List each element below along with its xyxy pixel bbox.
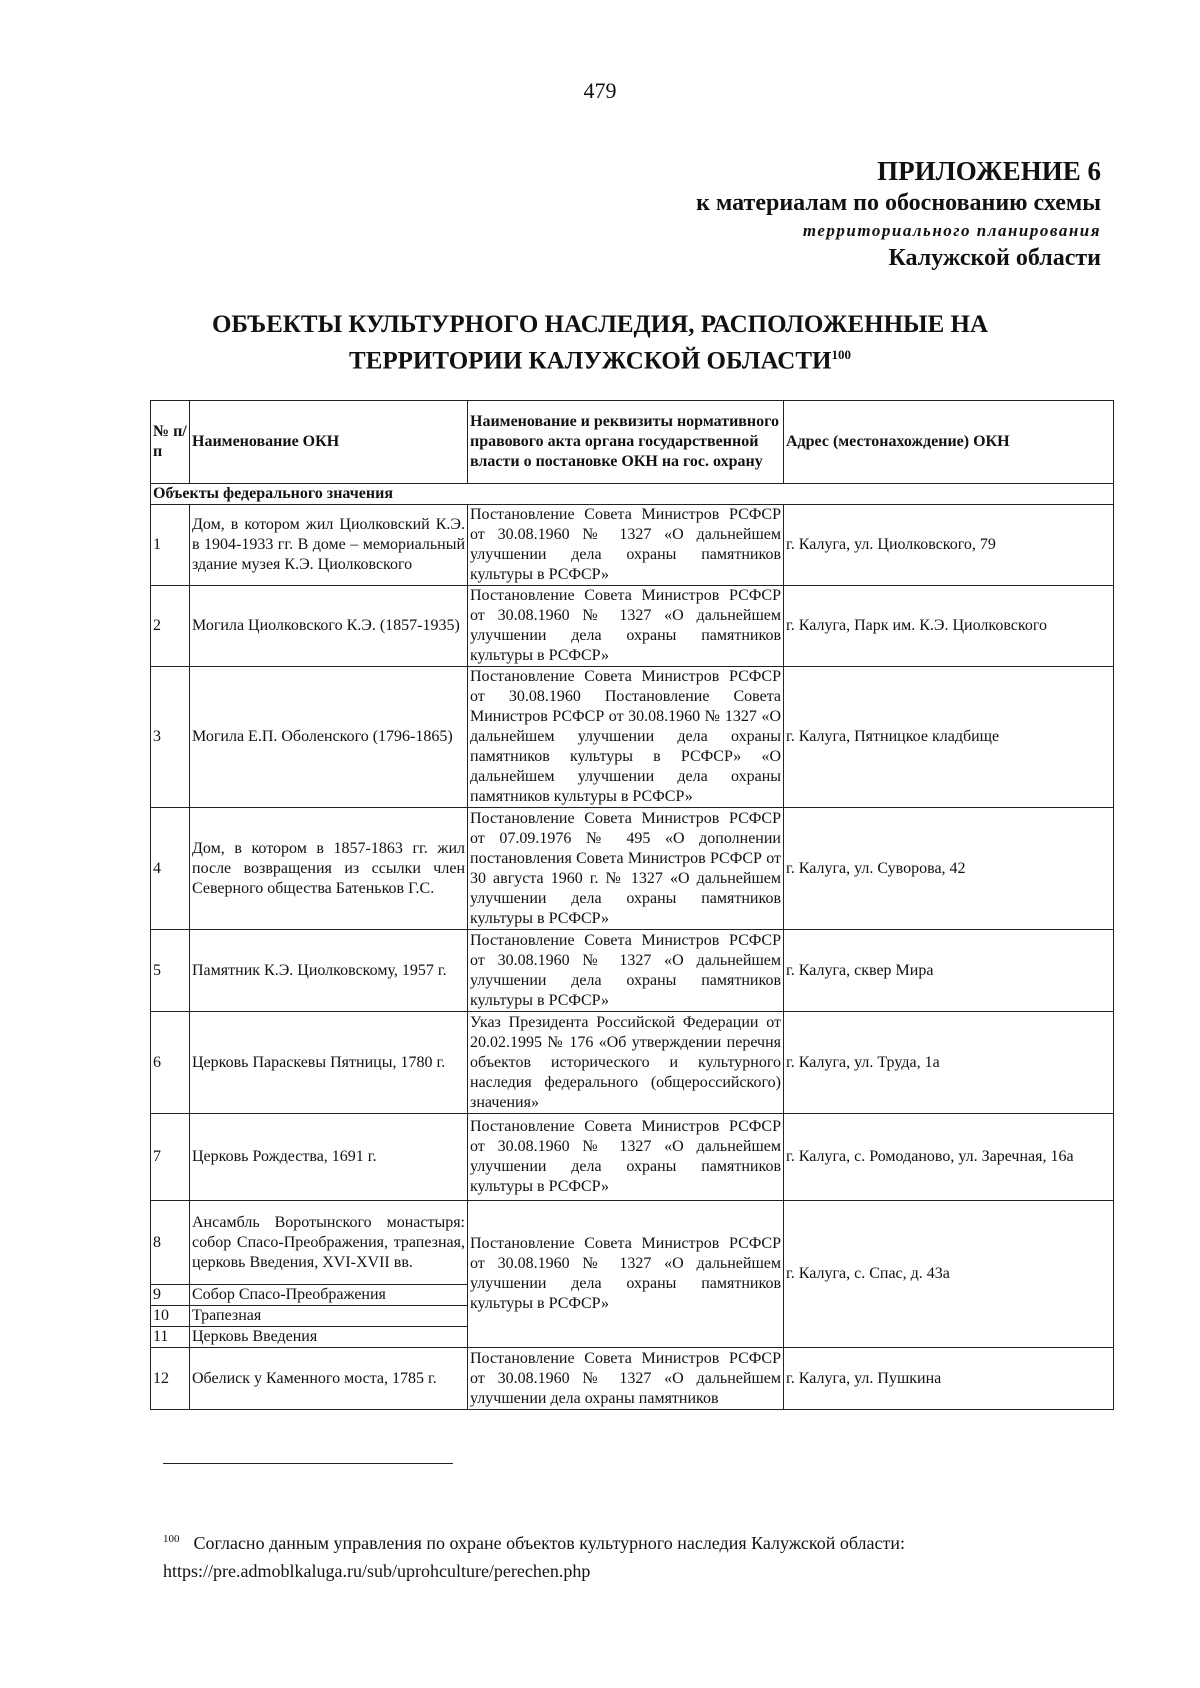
row-address: г. Калуга, ул. Труда, 1а bbox=[784, 1012, 1114, 1114]
row-number: 7 bbox=[151, 1114, 190, 1201]
row-name: Могила Е.П. Оболенского (1796-1865) bbox=[190, 667, 468, 808]
row-act: Постановление Совета Министров РСФСР от 30.08.1960 Постановление Совета Министров РСФСР от 30.08.1960 № 1327 «О дальнейшем улучшении дела охраны памятников культуры в РСФСР» «О дальнейшем улучшении дела охраны памятников культуры в РСФСР» bbox=[468, 667, 784, 808]
table-row bbox=[151, 1348, 1114, 1410]
row-number: 8 bbox=[151, 1201, 190, 1285]
row-address: г. Калуга, Пятницкое кладбище bbox=[784, 667, 1114, 808]
appendix-heading bbox=[696, 154, 1101, 274]
table-header-row bbox=[151, 401, 1114, 484]
appendix-title: ПРИЛОЖЕНИЕ 6 bbox=[877, 156, 1101, 186]
row-name: Дом, в котором жил Циолковский К.Э. в 1904-1933 гг. В доме – мемориальный здание музея К.Э. Циолковского bbox=[190, 505, 468, 586]
footnote-separator bbox=[163, 1463, 453, 1464]
row-address: г. Калуга, ул. Суворова, 42 bbox=[784, 808, 1114, 930]
row-name: Памятник К.Э. Циолковскому, 1957 г. bbox=[190, 930, 468, 1012]
footnote bbox=[163, 1525, 1108, 1585]
row-number: 4 bbox=[151, 808, 190, 930]
row-name: Собор Спасо-Преображения bbox=[190, 1285, 468, 1306]
row-name: Церковь Введения bbox=[190, 1327, 468, 1348]
col-header-name: Наименование ОКН bbox=[190, 401, 468, 484]
title-line-1: ОБЪЕКТЫ КУЛЬТУРНОГО НАСЛЕДИЯ, РАСПОЛОЖЕННЫЕ НА bbox=[211, 311, 989, 338]
col-header-number: № п/п bbox=[151, 401, 190, 484]
row-act: Постановление Совета Министров РСФСР от 30.08.1960 № 1327 «О дальнейшем улучшении дела охраны памятников bbox=[468, 1348, 784, 1410]
row-address: г. Калуга, ул. Циолковского, 79 bbox=[784, 505, 1114, 586]
table-row bbox=[151, 808, 1114, 930]
row-name: Могила Циолковского К.Э. (1857-1935) bbox=[190, 586, 468, 667]
row-number: 1 bbox=[151, 505, 190, 586]
table-row bbox=[151, 1012, 1114, 1114]
row-number: 10 bbox=[151, 1306, 190, 1327]
col-header-address: Адрес (местонахождение) ОКН bbox=[784, 401, 1114, 484]
row-act: Постановление Совета Министров РСФСР от 30.08.1960 № 1327 «О дальнейшем улучшении дела охраны памятников культуры в РСФСР» bbox=[468, 930, 784, 1012]
row-name: Дом, в котором в 1857-1863 гг. жил после возвращения из ссылки член Северного общества Батеньков Г.С. bbox=[190, 808, 468, 930]
table-row bbox=[151, 1114, 1114, 1201]
title-line-2 bbox=[120, 340, 1080, 376]
row-act: Постановление Совета Министров РСФСР от 30.08.1960 № 1327 «О дальнейшем улучшении дела охраны памятников культуры в РСФСР» bbox=[468, 586, 784, 667]
row-name: Церковь Параскевы Пятницы, 1780 г. bbox=[190, 1012, 468, 1114]
heritage-objects-table bbox=[150, 400, 1114, 1410]
row-address: г. Калуга, с. Спас, д. 43а bbox=[784, 1201, 1114, 1348]
row-act: Постановление Совета Министров РСФСР от 30.08.1960 № 1327 «О дальнейшем улучшении дела охраны памятников культуры в РСФСР» bbox=[468, 1201, 784, 1348]
row-number: 9 bbox=[151, 1285, 190, 1306]
table-row bbox=[151, 1201, 1114, 1285]
section-row bbox=[151, 484, 1114, 505]
row-name: Трапезная bbox=[190, 1306, 468, 1327]
row-address: г. Калуга, с. Ромоданово, ул. Заречная, 16а bbox=[784, 1114, 1114, 1201]
table-row bbox=[151, 667, 1114, 808]
row-number: 6 bbox=[151, 1012, 190, 1114]
page-number: 479 bbox=[583, 78, 617, 103]
row-address: г. Калуга, ул. Пушкина bbox=[784, 1348, 1114, 1410]
footnote-marker: 100 bbox=[163, 1533, 180, 1545]
table-row bbox=[151, 586, 1114, 667]
row-number: 2 bbox=[151, 586, 190, 667]
row-address: г. Калуга, сквер Мира bbox=[784, 930, 1114, 1012]
footnote-text: Согласно данным управления по охране объектов культурного наследия Калужской области: https://pre.admoblkaluga.ru/sub/uprohculture/perechen.php bbox=[163, 1533, 906, 1581]
document-title bbox=[120, 310, 1080, 376]
row-number: 12 bbox=[151, 1348, 190, 1410]
row-act: Постановление Совета Министров РСФСР от 30.08.1960 № 1327 «О дальнейшем улучшении дела охраны памятников культуры в РСФСР» bbox=[468, 505, 784, 586]
row-number: 3 bbox=[151, 667, 190, 808]
col-header-act: Наименование и реквизиты нормативного правового акта органа государственной власти о постановке ОКН на гос. охрану bbox=[468, 401, 784, 484]
row-name: Обелиск у Каменного моста, 1785 г. bbox=[190, 1348, 468, 1410]
row-act: Указ Президента Российской Федерации от 20.02.1995 № 176 «Об утверждении перечня объектов исторического и культурного наследия федерального (общероссийского) значения» bbox=[468, 1012, 784, 1114]
title-line-2-text: ТЕРРИТОРИИ КАЛУЖСКОЙ ОБЛАСТИ bbox=[349, 347, 832, 375]
row-name: Церковь Рождества, 1691 г. bbox=[190, 1114, 468, 1201]
section-title: Объекты федерального значения bbox=[151, 484, 1114, 505]
row-act: Постановление Совета Министров РСФСР от 30.08.1960 № 1327 «О дальнейшем улучшении дела охраны памятников культуры в РСФСР» bbox=[468, 1114, 784, 1201]
row-address: г. Калуга, Парк им. К.Э. Циолковского bbox=[784, 586, 1114, 667]
table-row bbox=[151, 505, 1114, 586]
appendix-subtitle-1: к материалам по обоснованию схемы bbox=[696, 190, 1101, 216]
row-act: Постановление Совета Министров РСФСР от 07.09.1976 № 495 «О дополнении постановления Совета Министров РСФСР от 30 августа 1960 г. № 1327 «О дальнейшем улучшении дела охраны памятников культуры в РСФСР» bbox=[468, 808, 784, 930]
row-number: 11 bbox=[151, 1327, 190, 1348]
footnote-reference[interactable]: 100 bbox=[831, 347, 851, 362]
appendix-subtitle-2: территориального планирования bbox=[802, 221, 1101, 240]
row-name: Ансамбль Воротынского монастыря: собор Спасо-Преображения, трапезная, церковь Введения, XVI-XVII вв. bbox=[190, 1201, 468, 1285]
row-number: 5 bbox=[151, 930, 190, 1012]
table-row bbox=[151, 930, 1114, 1012]
appendix-subtitle-3: Калужской области bbox=[888, 245, 1101, 271]
